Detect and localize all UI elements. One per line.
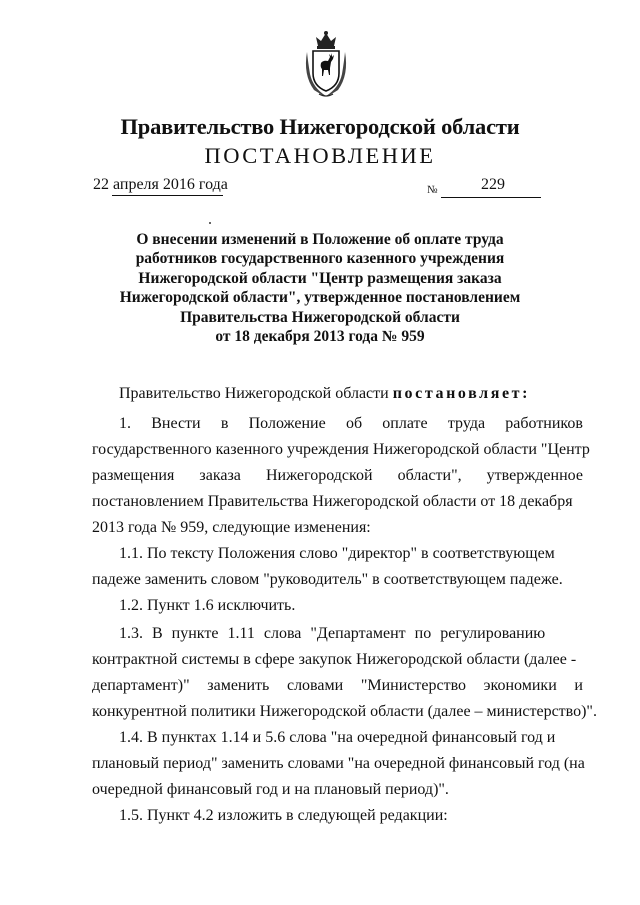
word: заменить [207, 677, 270, 694]
word: Нижегородской [265, 467, 373, 484]
document-number: 229 [481, 176, 505, 193]
p15-line: 1.5. Пункт 4.2 изложить в следующей редакции: [119, 807, 448, 824]
p1-line-3 [92, 467, 583, 485]
p14-line-1: 1.4. В пунктах 1.14 и 5.6 слова "на очередной финансовый год и [119, 729, 556, 746]
word: Положение [248, 415, 326, 432]
word: "Министерство [360, 677, 467, 694]
p11-line-2: падеже заменить словом "руководитель" в соответствующем падеже. [92, 571, 563, 588]
p1-line-1 [119, 415, 583, 433]
title-line: работников государственного казенного учреждения [135, 250, 505, 268]
word: оплате [382, 415, 428, 432]
word: труда [447, 415, 486, 432]
p13-line-3 [92, 677, 583, 695]
scan-dot [209, 222, 211, 224]
document-title [0, 230, 640, 346]
word: области", [397, 467, 462, 484]
word: 1. [119, 415, 131, 432]
government-name: Правительство Нижегородской области [120, 114, 520, 139]
intro-text: Правительство Нижегородской области [119, 385, 389, 402]
word: об [345, 415, 363, 432]
word: экономики [483, 677, 557, 694]
word: заказа [199, 467, 241, 484]
p12-line: 1.2. Пункт 1.6 исключить. [119, 597, 296, 614]
title-line: Нижегородской области "Центр размещения заказа [138, 269, 502, 287]
p1-line-5: 2013 года № 959, следующие изменения: [92, 519, 371, 536]
p1-line-4: постановлением Правительства Нижегородской области от 18 декабря [92, 493, 573, 510]
p11-line-1: 1.1. По тексту Положения слово "директор" в соответствующем [119, 545, 555, 562]
title-line: О внесении изменений в Положение об оплате труда [136, 231, 504, 248]
word: работников [505, 415, 583, 432]
word: утвержденное [486, 467, 583, 484]
p14-line-2: плановый период" заменить словами "на очередной финансовый год (на [92, 755, 585, 772]
title-line: Нижегородской области", утвержденное постановлением [119, 289, 521, 307]
word: словами [286, 677, 344, 694]
date-underline [112, 195, 223, 196]
document-type: ПОСТАНОВЛЕНИЕ [204, 143, 436, 168]
document-date: 22 апреля 2016 года [93, 176, 228, 193]
word: в [220, 415, 229, 432]
p13-line-1: 1.3. В пункте 1.11 слова "Департамент по регулированию [119, 625, 546, 642]
number-sign: № [427, 184, 438, 196]
number-underline [441, 197, 541, 198]
p14-line-3: очередной финансовый год и на плановый период)". [92, 781, 449, 798]
coat-of-arms-emblem [301, 30, 351, 98]
word: Внести [151, 415, 201, 432]
word: и [574, 677, 583, 694]
p13-line-4: конкурентной политики Нижегородской области (далее – министерство)". [92, 703, 597, 720]
title-line: от 18 декабря 2013 года № 959 [215, 328, 425, 346]
decree-word: постановляет: [392, 385, 531, 402]
title-line: Правительства Нижегородской области [180, 308, 460, 326]
p1-line-2: государственного казенного учреждения Нижегородской области "Центр [92, 441, 590, 458]
intro-line [119, 385, 530, 403]
word: размещения [92, 467, 175, 484]
word: департамент)" [92, 677, 190, 694]
p13-line-2: контрактной системы в сфере закупок Нижегородской области (далее - [92, 651, 577, 668]
